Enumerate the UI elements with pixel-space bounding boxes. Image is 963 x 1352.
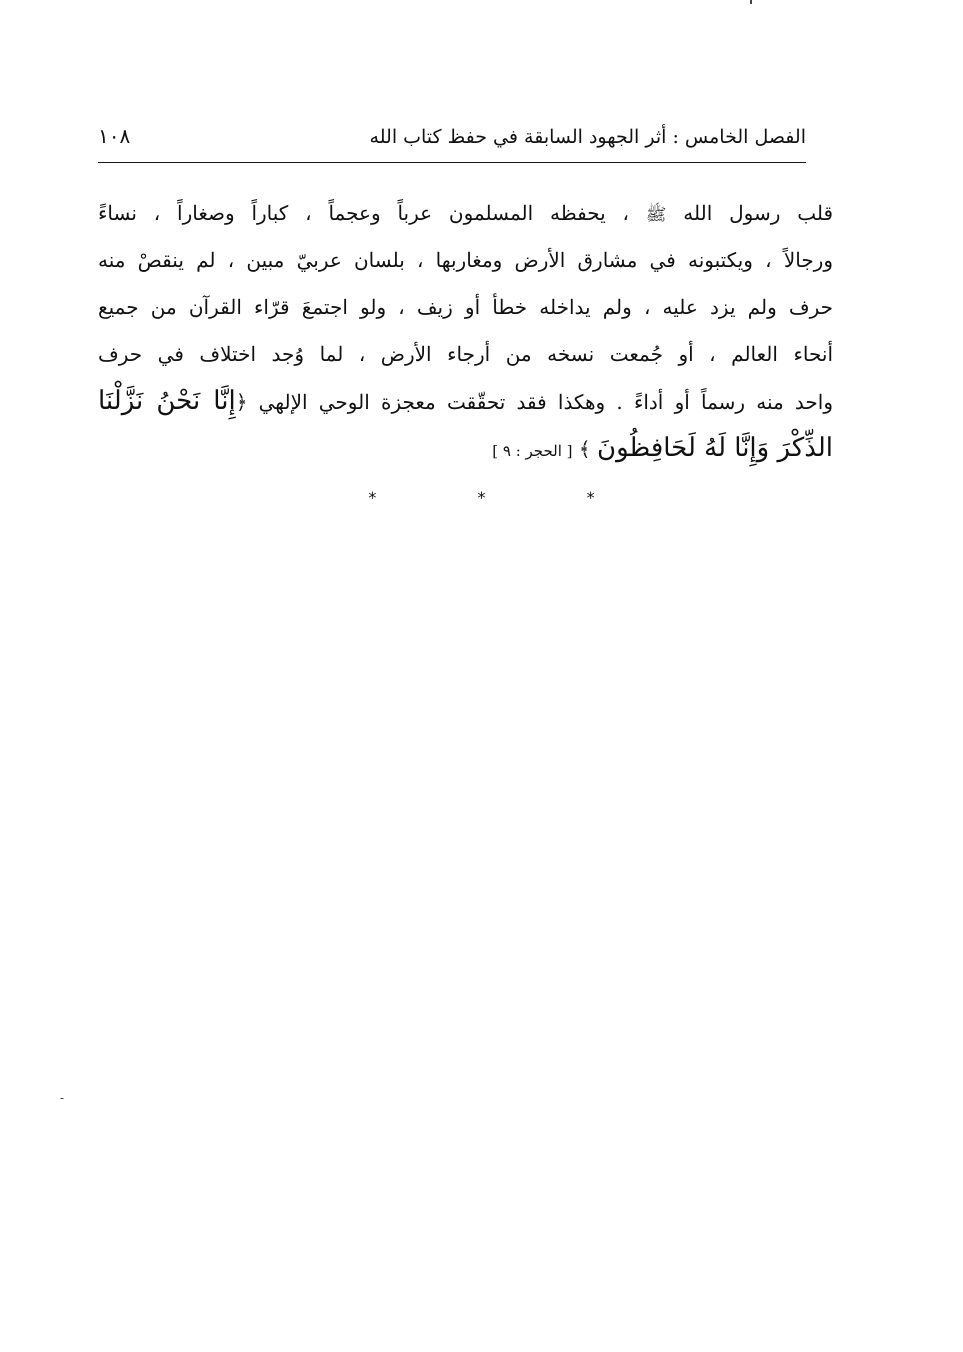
quran-verse-part1: إِنَّا نَحْنُ نَزَّلْنَا [98, 386, 236, 416]
line1-start: قلب رسول الله [683, 201, 833, 225]
line1-end: ، يحفظه المسلمون عرباً وعجماً ، كباراً وصغاراً ، نساءً [98, 201, 630, 225]
line5-text: واحد منه رسماً أو أداءً . وهكذا فقد تحقّقت معجزة الوحي الإلهي [258, 390, 833, 414]
chapter-title: الفصل الخامس : أثر الجهود السابقة في حفظ كتاب الله [369, 126, 806, 148]
quran-verse-part2: الذِّكْرَ وَإِنَّا لَهُ لَحَافِظُونَ [596, 433, 833, 463]
text-line-6 [98, 425, 833, 472]
section-separator: * * * [368, 488, 643, 507]
quran-open-bracket: ﴿ [235, 390, 248, 414]
verse-citation: [ الحجر : ٩ ] [492, 442, 573, 460]
scan-speck: - [60, 1091, 65, 1105]
page-header [98, 118, 806, 163]
page-number: ١٠٨ [98, 124, 131, 148]
honorific-symbol: ﷺ [645, 205, 667, 225]
text-line-2: ورجالاً ، ويكتبونه في مشارق الأرض ومغاربها ، بلسان عربيّ مبين ، لم ينقصْ منه [98, 248, 833, 272]
text-line-5 [98, 378, 833, 425]
text-line-4: أنحاء العالم ، أو جُمعت نسخه من أرجاء الأرض ، لما وُجد اختلاف في حرف [98, 342, 833, 366]
quran-close-bracket: ﴾ [578, 437, 591, 461]
body-paragraph [98, 190, 833, 472]
text-line-1 [98, 190, 833, 237]
scan-speck-top [750, 0, 752, 4]
text-line-3: حرف ولم يزد عليه ، ولم يداخله خطأ أو زيف ، ولو اجتمعَ قرّاء القرآن من جميع [98, 295, 833, 319]
